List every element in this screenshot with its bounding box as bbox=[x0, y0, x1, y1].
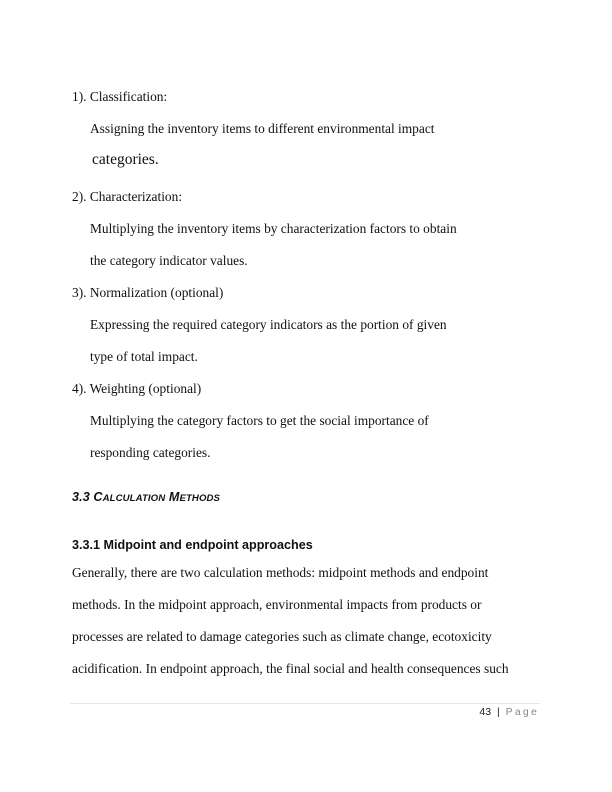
list-item-3-heading: 3). Normalization (optional) bbox=[72, 285, 224, 300]
list-item-2-line-1: Multiplying the inventory items by characterization factors to obtain bbox=[90, 221, 457, 236]
list-item-4-heading: 4). Weighting (optional) bbox=[72, 381, 202, 396]
list-item-3-line-2: type of total impact. bbox=[90, 349, 198, 364]
page-footer bbox=[479, 706, 539, 718]
page-label: Page bbox=[505, 706, 539, 718]
footer-separator: | bbox=[497, 706, 500, 718]
paragraph-line-2: methods. In the midpoint approach, environmental impacts from products or bbox=[72, 597, 482, 612]
section-heading bbox=[72, 490, 220, 504]
list-item-2-line-2: the category indicator values. bbox=[90, 253, 248, 268]
section-number: 3.3 bbox=[72, 490, 90, 504]
section-title-word-2: METHODS bbox=[168, 490, 221, 504]
footer-divider bbox=[70, 703, 540, 704]
list-item-1-line-2: categories. bbox=[92, 151, 159, 168]
paragraph-line-1: Generally, there are two calculation methods: midpoint methods and endpoint bbox=[72, 565, 489, 580]
list-item-3-line-1: Expressing the required category indicators as the portion of given bbox=[90, 317, 447, 332]
list-item-2-heading: 2). Characterization: bbox=[72, 189, 183, 204]
section-title-word-1: CALCULATION bbox=[93, 490, 166, 504]
list-item-1-line-1: Assigning the inventory items to different environmental impact bbox=[90, 121, 435, 136]
paragraph-line-4: acidification. In endpoint approach, the final social and health consequences such bbox=[72, 661, 509, 676]
list-item-4-line-1: Multiplying the category factors to get the social importance of bbox=[90, 413, 429, 428]
subsection-heading: 3.3.1 Midpoint and endpoint approaches bbox=[72, 538, 313, 552]
list-item-4-line-2: responding categories. bbox=[90, 445, 211, 460]
list-item-1-heading: 1). Classification: bbox=[72, 89, 168, 104]
page-number: 43 bbox=[479, 706, 492, 718]
paragraph-line-3: processes are related to damage categories such as climate change, ecotoxicity bbox=[72, 629, 492, 644]
